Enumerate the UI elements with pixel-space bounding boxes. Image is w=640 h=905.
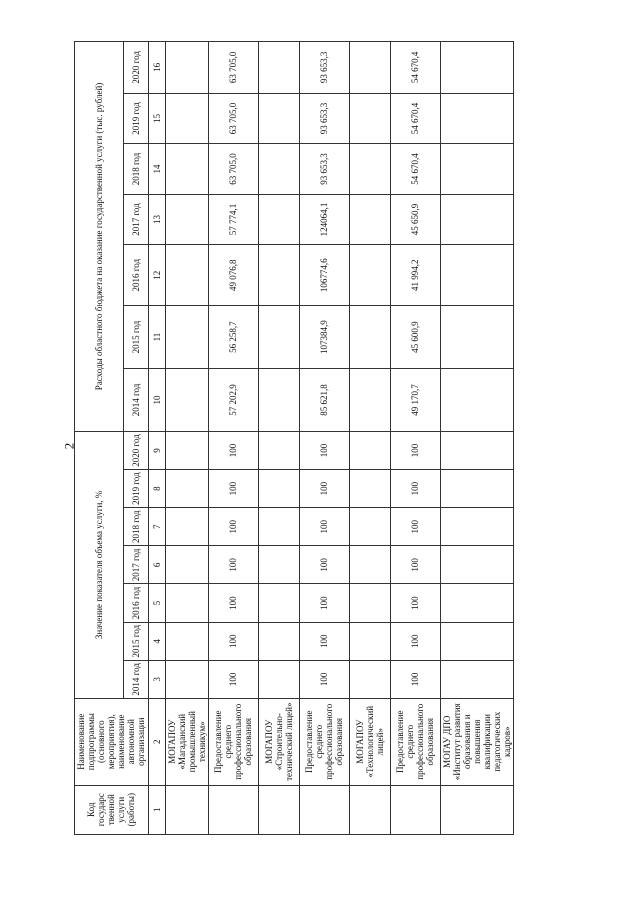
indicator-value: 100 [208, 546, 258, 584]
expense-value: 54 670,4 [390, 42, 440, 94]
indicator-value [165, 431, 208, 469]
row-code [208, 785, 258, 834]
indicator-value [165, 508, 208, 546]
expenses-year-header: 2014 год [124, 369, 148, 432]
expense-value [349, 42, 390, 94]
indicator-value [440, 622, 514, 660]
indicator-value [258, 431, 299, 469]
row-code [258, 785, 299, 834]
indicator-value: 100 [390, 431, 440, 469]
expense-value [258, 42, 299, 94]
indicator-value [165, 470, 208, 508]
indicator-value: 100 [299, 622, 349, 660]
row-name: МОГАПОУ «Магаданский промышленный техникум» [165, 698, 208, 785]
expense-value [165, 42, 208, 94]
column-number: 3 [148, 660, 165, 698]
expense-value [258, 194, 299, 245]
indicator-year-header: 2020 год [124, 431, 148, 469]
expense-value: 93 653,3 [299, 93, 349, 144]
table-row [258, 42, 299, 835]
expense-value [440, 306, 514, 369]
expenses-year-header: 2020 год [124, 42, 148, 94]
table-row [349, 42, 390, 835]
expense-value [440, 93, 514, 144]
table-row [299, 42, 349, 835]
expense-value: 54 670,4 [390, 144, 440, 195]
header-name: Наименование подпрограммы (основного мероприятия), наименование автономной организации [75, 698, 149, 785]
indicator-value [165, 660, 208, 698]
column-number: 12 [148, 245, 165, 306]
column-number: 5 [148, 584, 165, 622]
indicator-value: 100 [208, 660, 258, 698]
expense-value [440, 369, 514, 432]
indicator-value: 100 [390, 546, 440, 584]
indicator-value [349, 470, 390, 508]
row-code [165, 785, 208, 834]
column-number: 9 [148, 431, 165, 469]
expense-value: 45 650,9 [390, 194, 440, 245]
expense-value [165, 144, 208, 195]
indicator-value: 100 [208, 584, 258, 622]
indicator-year-header: 2017 год [124, 546, 148, 584]
column-number: 2 [148, 698, 165, 785]
column-number: 15 [148, 93, 165, 144]
expense-value: 41 994,2 [390, 245, 440, 306]
expense-value [349, 144, 390, 195]
table-row [440, 42, 514, 835]
expense-value: 54 670,4 [390, 93, 440, 144]
indicator-value: 100 [299, 470, 349, 508]
indicator-value [440, 431, 514, 469]
indicator-year-header: 2015 год [124, 622, 148, 660]
indicator-value: 100 [390, 584, 440, 622]
indicator-value [349, 584, 390, 622]
indicator-year-header: 2014 год [124, 660, 148, 698]
indicator-value: 100 [299, 660, 349, 698]
header-expenses: Расходы областного бюджета на оказание государственной услуги (тыс. рублей) [75, 42, 124, 432]
expense-value [165, 93, 208, 144]
expense-value [258, 144, 299, 195]
expense-value [258, 369, 299, 432]
row-name: МОГАПОУ «Технологический лицей» [349, 698, 390, 785]
expense-value [349, 245, 390, 306]
expense-value: 124064,1 [299, 194, 349, 245]
expense-value: 57 774,1 [208, 194, 258, 245]
column-number: 10 [148, 369, 165, 432]
table-row [208, 42, 258, 835]
indicator-value [440, 470, 514, 508]
indicator-value: 100 [390, 622, 440, 660]
indicator-value [258, 660, 299, 698]
expense-value: 45 600,9 [390, 306, 440, 369]
indicator-value: 100 [390, 470, 440, 508]
indicator-value: 100 [208, 431, 258, 469]
rotated-table-wrapper [74, 41, 545, 835]
indicator-value [440, 584, 514, 622]
expense-value [165, 306, 208, 369]
expense-value: 63 705,0 [208, 93, 258, 144]
indicator-value [349, 622, 390, 660]
expense-value: 93 653,3 [299, 144, 349, 195]
expenses-year-header: 2017 год [124, 194, 148, 245]
row-name: Предоставление среднего профессионального образования [208, 698, 258, 785]
expense-value [165, 369, 208, 432]
column-number: 4 [148, 622, 165, 660]
expense-value [440, 42, 514, 94]
indicator-value [440, 660, 514, 698]
table-row [390, 42, 440, 835]
page-number: 2 [61, 442, 77, 450]
expense-value [349, 194, 390, 245]
expense-value [440, 245, 514, 306]
expense-value [258, 245, 299, 306]
column-number: 8 [148, 470, 165, 508]
row-code [349, 785, 390, 834]
indicator-value [258, 622, 299, 660]
indicator-value [349, 508, 390, 546]
indicator-value [165, 622, 208, 660]
expense-value [349, 369, 390, 432]
expenses-year-header: 2019 год [124, 93, 148, 144]
indicator-value [349, 431, 390, 469]
row-name: МОГАУ ДПО «Институт развития образования и повышения квалификации педагогических кадров» [440, 698, 514, 785]
expense-value [165, 245, 208, 306]
indicator-year-header: 2019 год [124, 470, 148, 508]
indicator-value: 100 [208, 470, 258, 508]
column-number: 16 [148, 42, 165, 94]
indicator-year-header: 2018 год [124, 508, 148, 546]
expenses-year-header: 2018 год [124, 144, 148, 195]
indicator-value [165, 546, 208, 584]
column-number: 7 [148, 508, 165, 546]
header-code: Код государс твенной услуги (работы) [75, 785, 149, 834]
indicator-value [258, 470, 299, 508]
row-name: Предоставление среднего профессионального образования [299, 698, 349, 785]
indicator-value [258, 584, 299, 622]
indicator-value: 100 [208, 622, 258, 660]
expense-value: 63 705,0 [208, 42, 258, 94]
expense-value: 85 621,8 [299, 369, 349, 432]
expense-value: 49 076,8 [208, 245, 258, 306]
column-number: 11 [148, 306, 165, 369]
indicator-value: 100 [208, 508, 258, 546]
expense-value [440, 144, 514, 195]
indicator-value [440, 546, 514, 584]
indicator-value [258, 546, 299, 584]
row-code [390, 785, 440, 834]
expense-value: 49 170,7 [390, 369, 440, 432]
indicator-value: 100 [299, 508, 349, 546]
row-name: МОГАПОУ «Строительно-технический лицей» [258, 698, 299, 785]
indicator-value [258, 508, 299, 546]
indicator-value: 100 [299, 584, 349, 622]
expense-value: 56 258,7 [208, 306, 258, 369]
header-indicator: Значение показателя объема услуги, % [75, 431, 124, 698]
expense-value: 107384,9 [299, 306, 349, 369]
indicator-value: 100 [390, 508, 440, 546]
expense-value [258, 93, 299, 144]
expense-value: 57 202,9 [208, 369, 258, 432]
expense-value [258, 306, 299, 369]
expenses-year-header: 2015 год [124, 306, 148, 369]
indicator-value: 100 [390, 660, 440, 698]
expense-value: 106774,6 [299, 245, 349, 306]
expense-value [349, 306, 390, 369]
indicator-year-header: 2016 год [124, 584, 148, 622]
indicator-value [165, 584, 208, 622]
expense-value: 93 653,3 [299, 42, 349, 94]
expense-value: 63 705,0 [208, 144, 258, 195]
expenses-table [74, 41, 514, 835]
expense-value [165, 194, 208, 245]
indicator-value [349, 660, 390, 698]
column-number: 6 [148, 546, 165, 584]
expense-value [440, 194, 514, 245]
indicator-value [349, 546, 390, 584]
column-number: 1 [148, 785, 165, 834]
row-code [299, 785, 349, 834]
table-row [165, 42, 208, 835]
indicator-value: 100 [299, 546, 349, 584]
row-code [440, 785, 514, 834]
column-number: 13 [148, 194, 165, 245]
row-name: Предоставление среднего профессионального образования [390, 698, 440, 785]
expenses-year-header: 2016 год [124, 245, 148, 306]
column-number: 14 [148, 144, 165, 195]
expense-value [349, 93, 390, 144]
indicator-value: 100 [299, 431, 349, 469]
indicator-value [440, 508, 514, 546]
